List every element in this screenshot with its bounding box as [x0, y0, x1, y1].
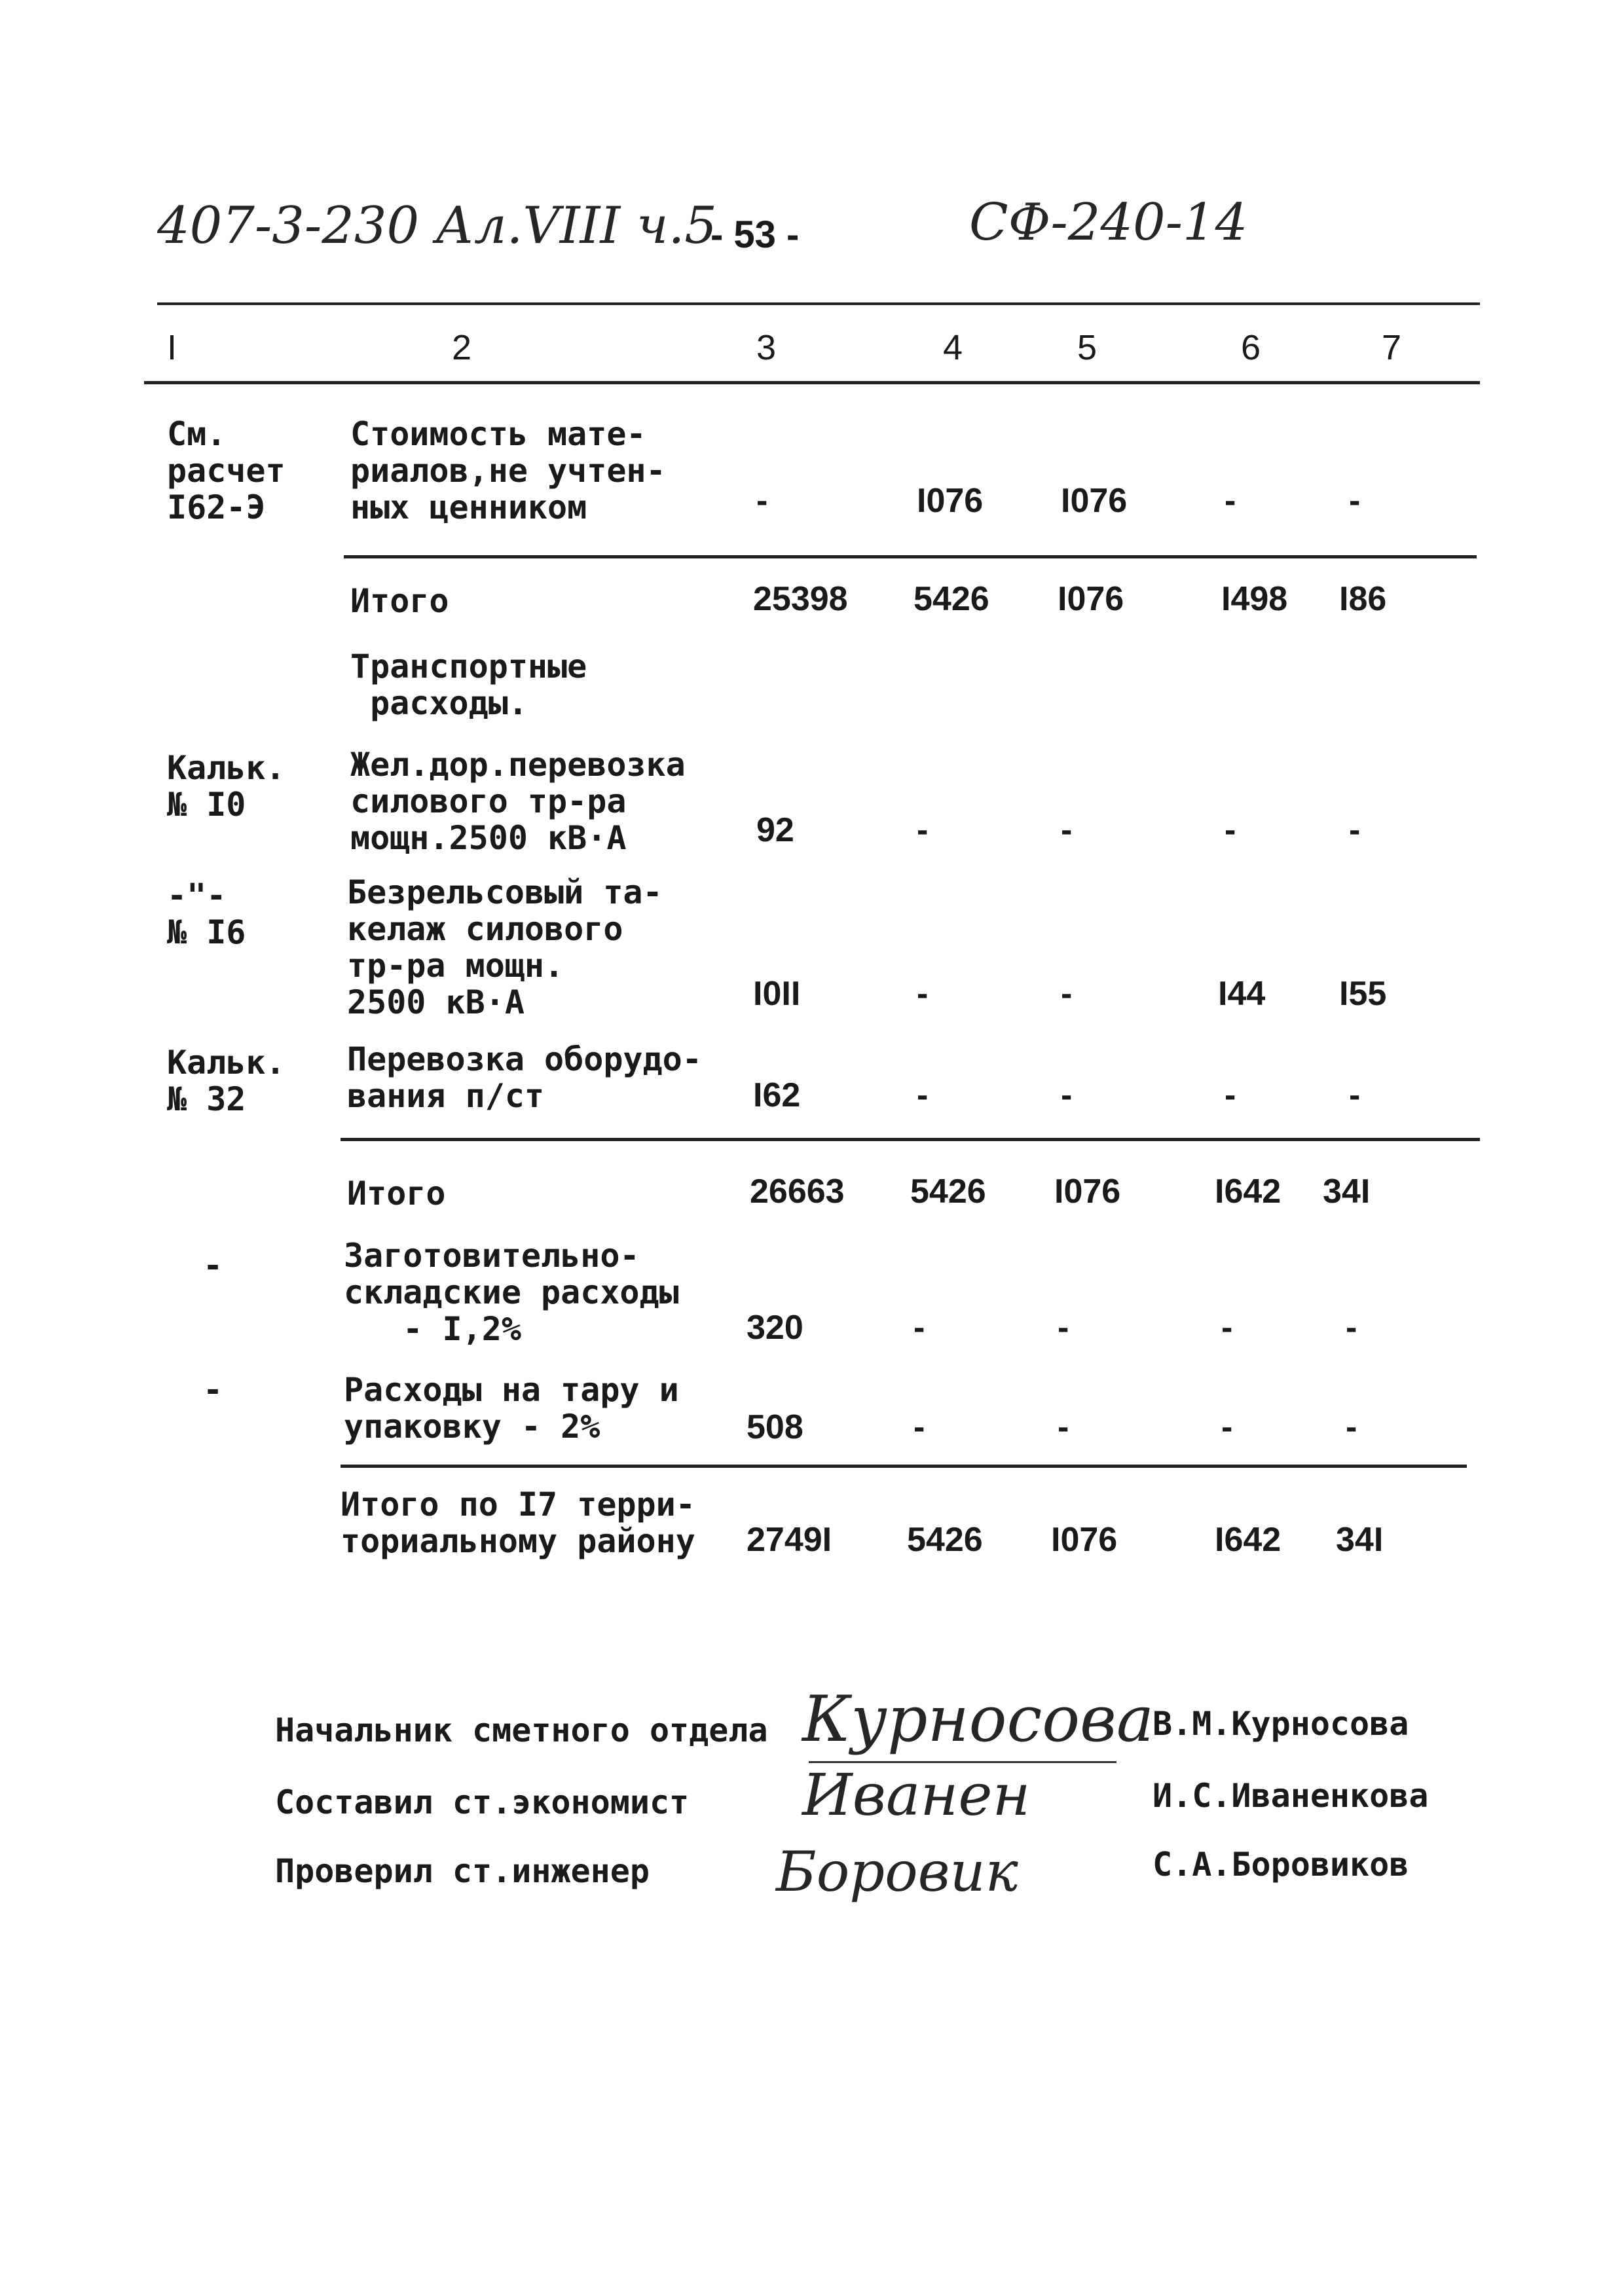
- cell-c6: -: [1221, 1408, 1233, 1446]
- cell-c6: -: [1225, 1076, 1236, 1114]
- col-header-4: 4: [943, 328, 963, 367]
- row-description: Расходы на тару и упаковку - 2%: [344, 1371, 679, 1446]
- col-header-6: 6: [1241, 328, 1261, 367]
- cell-c6: I642: [1215, 1521, 1282, 1559]
- signatory-name: В.М.Курносова: [1153, 1705, 1409, 1743]
- cell-c7: -: [1349, 811, 1361, 849]
- col-header-2: 2: [452, 328, 472, 367]
- cell-c5: -: [1058, 1408, 1069, 1446]
- cell-c7: -: [1346, 1408, 1357, 1446]
- cell-c7: -: [1349, 1076, 1361, 1114]
- page-number: - 53 -: [710, 213, 800, 256]
- row-ref: -"- № I6: [167, 877, 246, 951]
- cell-c7: I55: [1339, 975, 1387, 1013]
- cell-c7: -: [1349, 482, 1361, 520]
- section-heading: Транспортные расходы.: [350, 647, 587, 722]
- row-description: Итого: [350, 582, 449, 620]
- row-description: Перевозка оборудо- вания п/ст: [347, 1040, 702, 1115]
- header-rule: [144, 381, 1480, 384]
- cell-c3: 508: [747, 1408, 803, 1446]
- row-description: Итого: [347, 1175, 446, 1212]
- cell-c6: -: [1221, 1309, 1233, 1347]
- cell-c4: -: [917, 975, 929, 1013]
- cell-c4: -: [913, 1408, 925, 1446]
- total-rule: [341, 1465, 1467, 1468]
- cell-c6: I44: [1218, 975, 1266, 1013]
- row-description: Итого по I7 терри- ториальному району: [341, 1485, 695, 1560]
- cell-c6: -: [1225, 482, 1236, 520]
- col-header-5: 5: [1077, 328, 1098, 367]
- cell-c7: 34I: [1323, 1173, 1371, 1211]
- cell-c3: 320: [747, 1309, 803, 1347]
- cell-c3: 2749I: [747, 1521, 832, 1559]
- cell-c6: I498: [1221, 580, 1288, 618]
- cell-c4: 5426: [907, 1521, 983, 1559]
- signature-role-economist: Составил ст.экономист: [275, 1783, 690, 1821]
- row-ref: -: [203, 1371, 223, 1409]
- cell-c4: -: [917, 811, 929, 849]
- col-header-1: I: [167, 328, 177, 367]
- cell-c6: -: [1225, 811, 1236, 849]
- cell-c5: I076: [1054, 1173, 1121, 1211]
- cell-c5: I076: [1051, 1521, 1118, 1559]
- col-header-3: 3: [756, 328, 777, 367]
- cell-c3: I62: [753, 1076, 801, 1114]
- signature-role-engineer: Проверил ст.инженер: [275, 1852, 650, 1890]
- row-ref: -: [203, 1247, 223, 1285]
- cell-c7: 34I: [1336, 1521, 1384, 1559]
- cell-c3: -: [756, 482, 768, 520]
- cell-c3: 25398: [753, 580, 848, 618]
- document-code: 407-3-230 Ал.VIII ч.5: [157, 196, 717, 255]
- row-description: Безрельсовый та- келаж силового тр-ра мощн. 2500 кВ·А: [347, 873, 663, 1021]
- cell-c5: -: [1061, 811, 1073, 849]
- col-header-7: 7: [1382, 328, 1402, 367]
- cell-c4: 5426: [910, 1173, 986, 1211]
- row-ref: Кальк. № I0: [167, 749, 286, 824]
- cell-c7: I86: [1339, 580, 1387, 618]
- cell-c5: -: [1061, 1076, 1073, 1114]
- cell-c4: -: [917, 1076, 929, 1114]
- cell-c3: I0II: [753, 975, 801, 1013]
- cell-c6: I642: [1215, 1173, 1282, 1211]
- cell-c3: 26663: [750, 1173, 845, 1211]
- row-ref: См. расчет I62-Э: [167, 415, 286, 526]
- subtotal-rule: [341, 1138, 1480, 1141]
- subtotal-rule: [344, 555, 1477, 558]
- cell-c4: -: [913, 1309, 925, 1347]
- signatory-name: И.С.Иваненкова: [1153, 1777, 1429, 1815]
- signatory-name: С.А.Боровиков: [1153, 1846, 1409, 1884]
- row-description: Стоимость мате- риалов,не учтен- ных ценником: [350, 415, 666, 526]
- cell-c5: I076: [1058, 580, 1124, 618]
- cell-c7: -: [1346, 1309, 1357, 1347]
- row-description: Заготовительно- складские расходы - I,2%: [344, 1237, 679, 1348]
- handwritten-signature: Курносова: [802, 1683, 1154, 1756]
- handwritten-signature: Иванен: [802, 1761, 1031, 1829]
- cell-c3: 92: [756, 811, 794, 849]
- cell-c4: I076: [917, 482, 984, 520]
- cell-c5: I076: [1061, 482, 1128, 520]
- cell-c4: 5426: [913, 580, 989, 618]
- handwritten-signature: Боровик: [776, 1840, 1018, 1904]
- cell-c5: -: [1058, 1309, 1069, 1347]
- signature-role-head: Начальник сметного отдела: [275, 1711, 768, 1749]
- cell-c5: -: [1061, 975, 1073, 1013]
- sheet-code: СФ-240-14: [969, 193, 1248, 252]
- row-ref: Кальк. № 32: [167, 1044, 286, 1118]
- top-rule: [157, 302, 1480, 305]
- row-description: Жел.дор.перевозка силового тр-ра мощн.2500 кВ·А: [350, 746, 686, 857]
